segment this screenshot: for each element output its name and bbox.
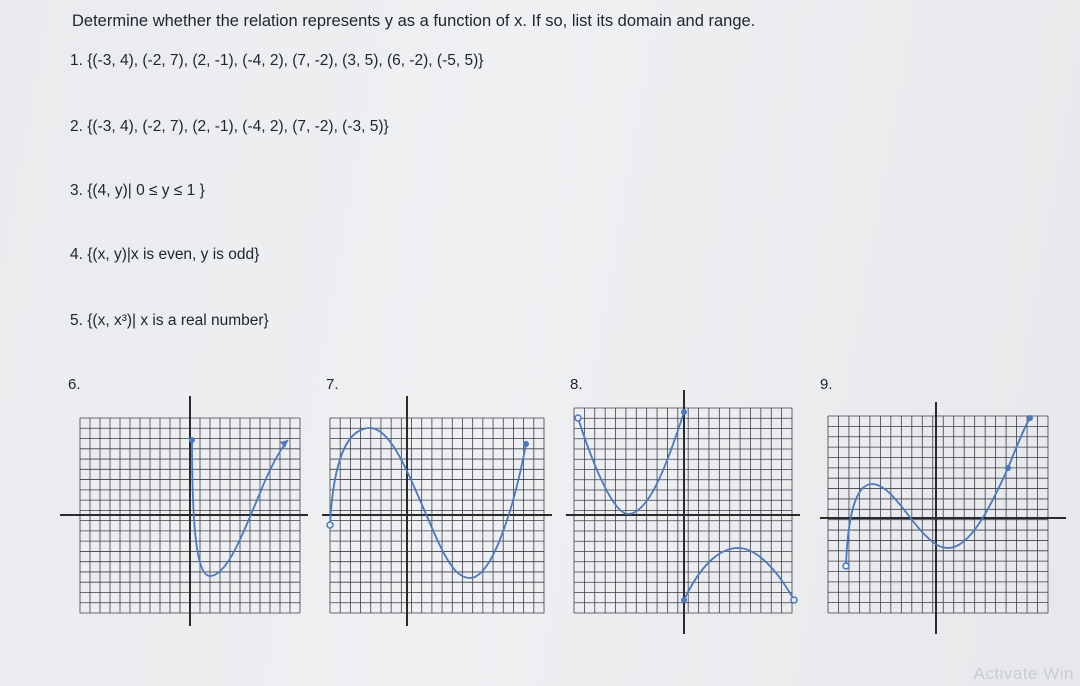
open-endpoint <box>791 597 797 603</box>
problem-relation: {(x, y)|x is even, y is odd} <box>87 246 260 263</box>
graph-7 <box>322 388 552 628</box>
arrowhead <box>280 440 288 448</box>
closed-endpoint <box>1027 415 1033 421</box>
closed-endpoint <box>681 409 687 415</box>
graph-9 <box>820 388 1066 636</box>
graph-6-label: 6. <box>68 376 81 393</box>
closed-endpoint <box>189 437 195 443</box>
problem-number: 1. <box>70 52 83 69</box>
curve <box>330 428 526 578</box>
closed-endpoint <box>1005 465 1011 471</box>
activation-watermark: Activate Win <box>973 664 1074 683</box>
problem-2 <box>70 118 389 136</box>
grid-lines <box>828 416 1048 613</box>
problem-number: 3. <box>70 182 83 199</box>
instructions-heading: Determine whether the relation represents y as a function of x. If so, list its domain and range. <box>72 12 756 30</box>
open-endpoint <box>843 563 849 569</box>
problem-relation: {(-3, 4), (-2, 7), (2, -1), (-4, 2), (7, -2), (-3, 5)} <box>87 118 389 135</box>
problem-1 <box>70 52 483 70</box>
problem-number: 2. <box>70 118 83 135</box>
problem-4 <box>70 246 259 264</box>
problem-3 <box>70 182 205 200</box>
problem-relation: {(4, y)| 0 ≤ y ≤ 1 } <box>87 182 205 199</box>
graph-7-label: 7. <box>326 376 339 393</box>
problem-relation: {(-3, 4), (-2, 7), (2, -1), (-4, 2), (7, -2), (3, 5), (6, -2), (-5, 5)} <box>87 52 484 69</box>
curve-upper <box>578 412 684 514</box>
curve <box>846 418 1030 566</box>
problem-relation: {(x, x³)| x is a real number} <box>87 312 269 329</box>
graph-6 <box>60 388 308 628</box>
open-endpoint <box>575 415 581 421</box>
closed-endpoint <box>523 441 529 447</box>
problem-number: 5. <box>70 312 83 329</box>
graph-8-label: 8. <box>570 376 583 393</box>
closed-endpoint <box>681 597 687 603</box>
graph-8 <box>566 388 800 636</box>
graph-9-label: 9. <box>820 376 833 393</box>
problem-number: 4. <box>70 246 83 263</box>
open-endpoint <box>327 522 333 528</box>
problem-5 <box>70 312 269 330</box>
